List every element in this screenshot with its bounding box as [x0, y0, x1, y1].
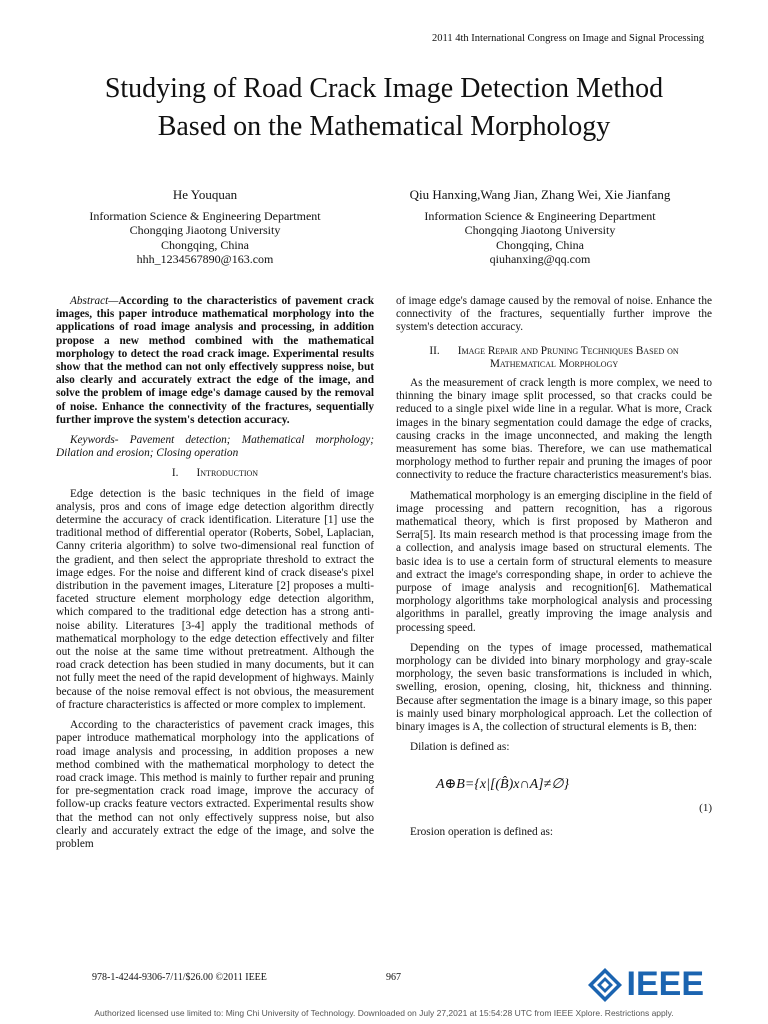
- ieee-diamond-icon: [587, 967, 623, 1003]
- keywords: Keywords- Pavement detection; Mathematical morphology; Dilation and erosion; Closing operation: [56, 434, 374, 460]
- paragraph: of image edge's damage caused by the removal of noise. Enhance the connectivity of the fractures, sequentially further improve the system's detection accuracy.: [396, 295, 712, 334]
- author-dept: Information Science & Engineering Department: [89, 208, 321, 223]
- paper-title: [0, 70, 768, 146]
- left-column: [56, 295, 374, 858]
- section-heading-intro: [56, 467, 374, 480]
- page-number: 967: [386, 972, 401, 983]
- equation-1: [396, 762, 712, 826]
- paragraph: Depending on the types of image processed, mathematical morphology can be divided into binary morphology and gray-scale morphology, the seven basic transformations is included in which, swelling, erosion, opening, closing, hit, thickness and thinning. Because after segmentation the image is a binary image, so this paper is mainly used binary morphological approach. Let the collection of binary images is A, the collection of structural elements is B, then:: [396, 641, 712, 734]
- section-title-line-1: Image Repair and Pruning Techniques Based on: [457, 344, 679, 357]
- section-number: II.: [429, 344, 440, 357]
- paragraph: According to the characteristics of pavement crack images, this paper introduce mathematical morphology into the applications of road image analysis and processing, in addition proposes a new method combined with the mathematical morphology to detect the road crack image. This method is mainly to further repair and pruning for pre-segmentation crack road image, improve the accuracy of follow-up cracks feature vectors extracted. Experimental results show that the method can not only effectively suppress noise, but also clearly and accurately extract the edge of the image, and solve the problem: [56, 719, 374, 850]
- abstract-text: According to the characteristics of pavement crack images, this paper introduce mathematical morphology into the applications of road image analysis and processing, in addition propose a new method combined with the mathematical morphology to detect the road crack image. Experimental results show that the method can not only effectively suppress noise, but also clearly and accurately extract the edge of the image, and solve the problem of image edge's damage caused by the removal of noise. Enhance the connectivity of the fractures, sequentially further improve the system's detection accuracy.: [56, 295, 374, 426]
- paragraph: Edge detection is the basic techniques in the field of image analysis, pros and cons of image edge detection algorithm directly determine the accuracy of crack identification. Literature [1] use the traditional method of differential operator (Roberts, Sobel, Laplacian, Canny criteria algorithm) to solve two-dimensional real function of the gradient, and then select the appropriate threshold to extract the image edges. For the noise and different kind of crack disease's pixel distribution in the pavement images, Literature [2] proposes a multi-faceted structure element morphology edge detection algorithm, which compared to the traditional edge detection has a strong anti-noise ability. Literatures [3-4] apply the traditional methods of mathematical morphology to the edge detection effectively and filter out the noise at the same time without pretreatment. Although the road crack detection has been studied in many documents, but it can not fully meet the need of the rapid development of highways. Mainly because of the noise removal effect is not obvious, the measurement of fracture characteristics is affected or more complex to implement.: [56, 487, 374, 711]
- section-title: Introduction: [196, 467, 259, 480]
- dilation-label: Dilation is defined as:: [410, 741, 510, 754]
- paragraph: Mathematical morphology is an emerging discipline in the field of image processing and pattern recognition, has a rigorous mathematical theory, which is first proposed by Matheron and Serra[5]. Its main research method is that processing image from the a collection, and analysis image based on structural elements. The basic idea is to use a certain form of structural elements to measure and extract the image's corresponding shape, in order to achieve the purpose of image analysis and recognition[6]. Mathematical morphology algorithms take morphological analysis and processing algorithms in parallel, greatly improving the image analysis and processing speed.: [396, 489, 712, 634]
- author-city: Chongqing, China: [495, 237, 584, 252]
- section-number: I.: [171, 467, 179, 480]
- equation-formula: A⊕B={x|[(B̂)x∩A]≠∅}: [436, 776, 570, 792]
- author-block-2: [390, 188, 690, 267]
- right-column: [396, 295, 712, 846]
- section-heading-2: [396, 345, 712, 371]
- erosion-label: Erosion operation is defined as:: [410, 825, 554, 838]
- ieee-wordmark: IEEE: [626, 965, 704, 1003]
- author-name: He Youquan: [172, 187, 238, 202]
- paragraph: As the measurement of crack length is more complex, we need to thinning the binary image split processed, so that cracks could be reduced to a single pixel wide line in a regular. What is more, Crack images in the binary segmentation could damage the edge of cracks, causing cracks in the image unconnected, and making the length measurement has some bias. Therefore, we can use mathematical morphology method to further repair and pruning the images of poor connectivity to reduce the fracture characteristics measurement's bias.: [396, 377, 712, 482]
- equation-number: (1): [699, 801, 712, 814]
- title-line-1: Studying of Road Crack Image Detection Method: [104, 73, 664, 104]
- author-email: hhh_1234567890@163.com: [136, 252, 274, 266]
- section-title-line-2: Mathematical Morphology: [489, 357, 619, 370]
- author-city: Chongqing, China: [160, 237, 249, 252]
- authorized-use-notice: Authorized licensed use limited to: Ming Chi University of Technology. Downloaded on July 27,2021 at 15:54:28 UTC from IEEE Xplore. Restrictions apply.: [94, 1008, 674, 1018]
- author-block-1: [80, 188, 330, 267]
- author-univ: Chongqing Jiaotong University: [129, 223, 281, 237]
- author-dept: Information Science & Engineering Department: [424, 208, 656, 223]
- ieee-logo: [587, 965, 704, 1004]
- abstract-label: Abstract—: [70, 295, 119, 307]
- isbn-line: 978-1-4244-9306-7/11/$26.00 ©2011 IEEE: [92, 972, 267, 983]
- author-email: qiuhanxing@qq.com: [489, 252, 591, 266]
- title-line-2: Based on the Mathematical Morphology: [157, 111, 611, 142]
- author-name: Qiu Hanxing,Wang Jian, Zhang Wei, Xie Jianfang: [409, 187, 671, 202]
- abstract: [56, 295, 374, 427]
- conference-header: 2011 4th International Congress on Image and Signal Processing: [432, 33, 704, 44]
- author-univ: Chongqing Jiaotong University: [464, 223, 616, 237]
